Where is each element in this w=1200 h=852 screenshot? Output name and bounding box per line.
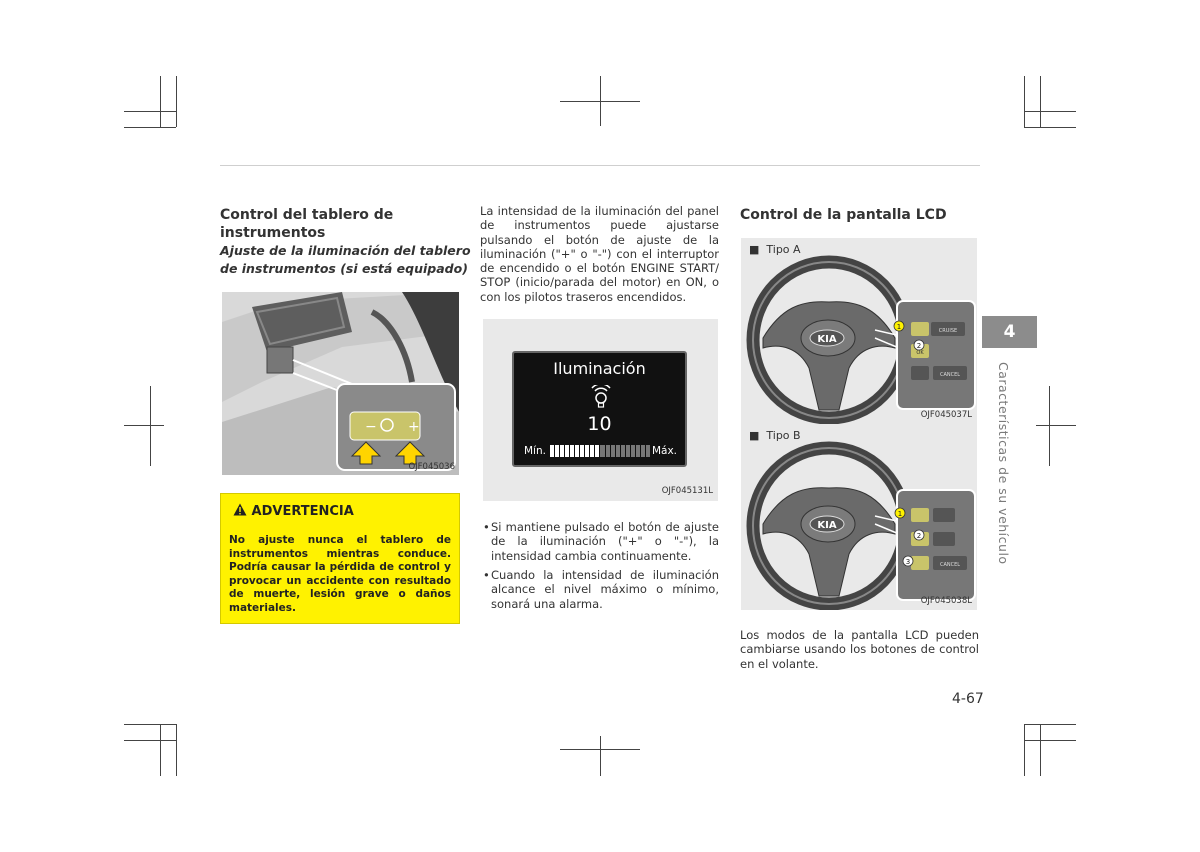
lcd-level-bar — [550, 445, 650, 457]
lcd-level-segment — [611, 445, 615, 457]
lcd-level-segment — [631, 445, 635, 457]
lcd-level-segment — [641, 445, 645, 457]
svg-text:OK: OK — [916, 350, 924, 356]
tipo-b-label: ■ Tipo B — [749, 429, 801, 442]
lcd-level-segment — [595, 445, 599, 457]
lcd-min-label: Mín. — [524, 445, 546, 457]
lcd-level-segment — [560, 445, 564, 457]
warning-box — [220, 493, 460, 624]
svg-text:CANCEL: CANCEL — [939, 372, 961, 378]
lcd-max-label: Máx. — [651, 445, 677, 457]
svg-text:−: − — [365, 419, 377, 435]
lcd-level-segment — [600, 445, 604, 457]
figure-code-a: OJF045037L — [920, 410, 972, 420]
bullet-1: • Si mantiene pulsado el botón de ajuste de la iluminación ("+" o "-"), la intensidad cambia continuamente. — [483, 520, 719, 563]
tipo-a-label: ■ Tipo A — [749, 243, 801, 256]
lcd-display — [512, 351, 687, 467]
kia-logo: KIA — [817, 334, 837, 345]
lcd-level-segment — [575, 445, 579, 457]
lcd-level-segment — [646, 445, 650, 457]
chapter-title: Características de su vehículo — [996, 362, 1011, 565]
steering-wheel-a — [741, 238, 977, 424]
lcd-level-segment — [555, 445, 559, 457]
warning-triangle-icon — [233, 503, 247, 516]
svg-text:CANCEL: CANCEL — [939, 562, 961, 568]
lcd-section-title: Control de la pantalla LCD — [740, 207, 947, 223]
lcd-level-segment — [616, 445, 620, 457]
svg-text:+: + — [408, 419, 420, 435]
lcd-paragraph: Los modos de la pantalla LCD pueden cambiarse usando los botones de control en el volante. — [740, 628, 979, 671]
lcd-level-segment — [585, 445, 589, 457]
dashboard-illustration — [222, 292, 459, 475]
section-subtitle: Ajuste de la iluminación del tablero de instrumentos (si está equipado) — [220, 243, 471, 276]
dashboard-figure — [222, 292, 459, 475]
section-title: Control del tablero de instrumentos — [220, 207, 394, 241]
illumination-bulb-icon — [590, 385, 612, 409]
lcd-level-segment — [606, 445, 610, 457]
lcd-level-segment — [550, 445, 554, 457]
lcd-level-segment — [636, 445, 640, 457]
steering-wheel-b — [741, 424, 977, 610]
intro-paragraph: La intensidad de la iluminación del panel de instrumentos puede ajustarse pulsando el botón de ajuste de la iluminación ("+" o "-") con el interruptor de encendido o el botón ENGINE START/ STOP (inicio/parada del motor) en ON, o con los pilotos traseros encendidos. — [480, 204, 719, 304]
warning-title: ADVERTENCIA — [233, 503, 354, 519]
figure-code-b: OJF045038L — [920, 596, 972, 606]
tipo-b-figure — [741, 424, 977, 610]
page-number: 4-67 — [952, 691, 984, 707]
chapter-tab: 4 — [982, 316, 1037, 348]
kia-logo: KIA — [817, 520, 837, 531]
header-rule — [220, 165, 980, 166]
lcd-level-segment — [590, 445, 594, 457]
figure-code: OJF045036 — [408, 462, 455, 472]
svg-text:2: 2 — [916, 342, 922, 350]
bullet-2: • Cuando la intensidad de iluminación alcance el nivel máximo o mínimo, sonará una alarma. — [483, 568, 719, 611]
lcd-level-segment — [580, 445, 584, 457]
figure-code: OJF045131L — [661, 486, 713, 496]
lcd-level-segment — [565, 445, 569, 457]
svg-text:3: 3 — [905, 558, 911, 566]
lcd-title: Iluminación — [553, 359, 646, 378]
svg-text:2: 2 — [916, 532, 922, 540]
lcd-level-segment — [626, 445, 630, 457]
warning-text: No ajuste nunca el tablero de instrumentos mientras conduce. Podría causar la pérdida de control y provocar un accidente con resultado de muerte, lesión grave o daños materiales. — [229, 534, 451, 614]
lcd-value: 10 — [587, 413, 612, 435]
svg-text:1: 1 — [897, 510, 903, 518]
lcd-level-segment — [621, 445, 625, 457]
svg-text:CRUISE: CRUISE — [938, 328, 958, 334]
lcd-level-segment — [570, 445, 574, 457]
tipo-a-figure — [741, 238, 977, 424]
svg-text:1: 1 — [896, 323, 902, 331]
